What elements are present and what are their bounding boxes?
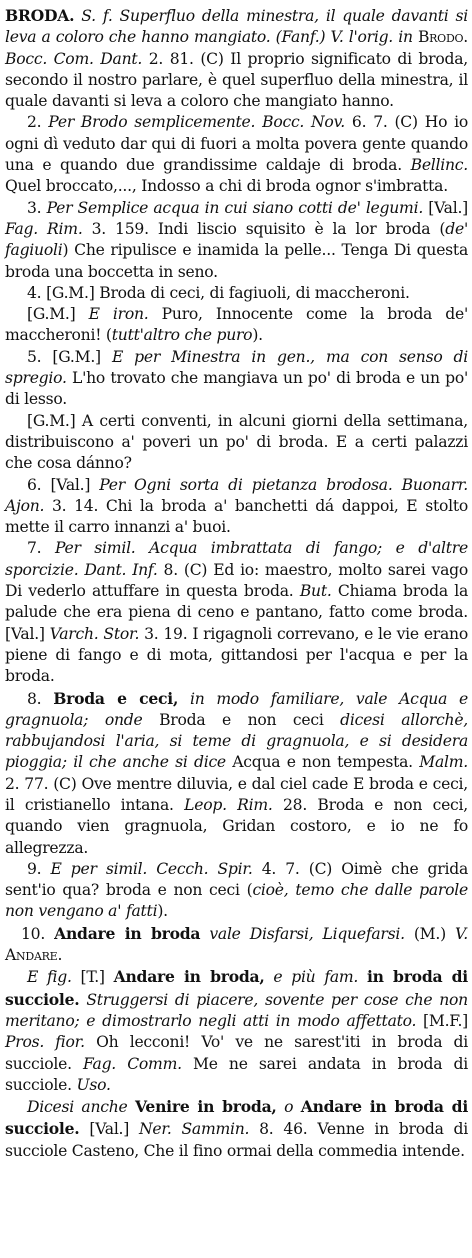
body-text: Oh lecconi! Vo' ve ne sarest'iti in broda di succiole.: [5, 1033, 468, 1073]
body-text: 5. [G.M.]: [27, 347, 112, 366]
body-text: [358, 968, 367, 986]
smallcaps-text: Andare.: [5, 946, 63, 965]
smallcaps-text: Brodo.: [417, 28, 468, 47]
italic-text: dicesi allorchè, rabbujandosi l'aria, si teme di gragnuola, e si desidera pioggia; il che anche si dice: [5, 710, 469, 772]
body-text: [128, 1098, 135, 1116]
body-text: [M.F.]: [416, 1011, 468, 1030]
italic-text: Struggersi di piacere, sovente per cose che non meritano; e dimostrarlo negli atti in modo affettato.: [5, 990, 468, 1030]
italic-text: Leop. Rim.: [184, 795, 273, 814]
italic-text: in modo familiare, vale Acqua e gragnuola; onde: [5, 689, 468, 729]
italic-text: Per Brodo semplicemente. Bocc. Nov.: [48, 113, 345, 132]
body-text: 2. 81. (C) Il proprio significato di broda, secondo il nostro parlare, è quel superfluo della minestra, il quale davanti si leva a coloro che mangiato hanno.: [5, 49, 468, 111]
italic-text: Uso.: [76, 1075, 111, 1094]
body-text: [Val.]: [423, 198, 468, 217]
body-text: ).: [252, 326, 263, 345]
entry-paragraph: [5, 538, 468, 687]
italic-text: e più fam.: [273, 968, 359, 987]
italic-text: Fag. Rim.: [5, 219, 83, 238]
dictionary-entry-broda: [5, 5, 468, 1162]
body-text: 3. 19. I rigagnoli correvano, e le vie erano piene di fango e di mota, gittandosi per l'acqua e per la broda.: [5, 624, 468, 686]
body-text: 9.: [27, 859, 51, 878]
headword-text: Andare in broda,: [113, 967, 265, 987]
body-text: Chiama broda la palude che era piena di ceno e pantano, fatto come broda. [Val.]: [5, 582, 468, 643]
body-text: 8. 46. Venne in broda di succiole Casteno, Che il fino ormai della commedia intende.: [5, 1120, 468, 1160]
entry-paragraph: [5, 112, 468, 197]
body-text: 3. 14. Chi la broda a' banchetti dá dappoi, E stolto mette il carro innanzi a' buoi.: [5, 496, 468, 537]
body-text: 6. 7. (C) Ho io ogni dì veduto dar qui di fuori a molta povera gente quando una e quando due grandissime caldaje di broda.: [5, 113, 469, 175]
body-text: ).: [157, 902, 168, 921]
body-text: 10.: [21, 924, 55, 943]
entry-paragraph: [5, 923, 468, 967]
body-text: 6. [Val.]: [27, 475, 100, 494]
italic-text: Per Ogni sorta di pietanza brodosa. Buonarr. Ajon.: [5, 475, 468, 515]
italic-text: Per Semplice acqua in cui siano cotti de' legumi.: [46, 198, 424, 217]
body-text: 8. (C) Ed io: maestro, molto sarei vago Di vederlo attuffare in questa broda.: [5, 560, 468, 601]
entry-paragraph: [5, 5, 468, 112]
italic-text: Varch. Stor.: [49, 624, 140, 643]
body-text: [G.M.] A certi conventi, in alcuni giorni della settimana, distribuiscono a' poveri un po' di broda. E a certi palazzi che cosa dánno?: [5, 411, 468, 473]
body-text: L'ho trovato che mangiava un po' di broda e un po' di lesso.: [5, 369, 468, 409]
body-text: Quel broccato,..., Indosso a chi di broda ognor s'imbratta.: [5, 177, 448, 196]
entry-paragraph: [5, 475, 468, 539]
italic-text: Pros. fior.: [5, 1033, 85, 1052]
body-text: ) Che ripulisce e inamida la pelle... Tenga Di questa broda una boccetta in seno.: [5, 241, 468, 281]
italic-text: Fag. Comm.: [83, 1054, 182, 1073]
body-text: (M.): [404, 924, 455, 943]
body-text: [178, 690, 190, 708]
entry-paragraph: [5, 859, 468, 923]
italic-text: V.: [455, 924, 468, 943]
body-text: Acqua e non tempesta.: [225, 753, 420, 772]
italic-text: But.: [299, 582, 332, 601]
body-text: 3. 159. Indi liscio squisito è la lor broda (: [82, 219, 446, 238]
body-text: Broda e non ceci: [142, 710, 341, 729]
italic-text: Bellinc.: [410, 156, 468, 175]
italic-text: Dicesi anche: [27, 1098, 128, 1117]
entry-paragraph: [5, 347, 468, 411]
italic-text: o: [284, 1098, 294, 1117]
body-text: [277, 1098, 284, 1116]
italic-text: E fig.: [27, 968, 72, 987]
headword-text: in broda di succiole.: [5, 967, 468, 1009]
headword-text: Venire in broda,: [135, 1097, 277, 1117]
entry-paragraph: [5, 688, 468, 859]
italic-text: Malm.: [419, 753, 468, 772]
italic-text: E iron.: [88, 305, 149, 324]
body-text: [200, 925, 209, 943]
body-text: [T.]: [71, 968, 114, 987]
headword-text: BRODA.: [5, 6, 75, 25]
body-text: 4. [G.M.] Broda di ceci, di fagiuoli, di maccheroni.: [27, 283, 410, 302]
entry-paragraph: [5, 966, 468, 1096]
entry-paragraph: [5, 283, 468, 304]
italic-text: S. f. Superfluo della minestra, il quale davanti si leva a coloro che hanno mangiato. (Fanf.) V. l'orig. in: [5, 7, 468, 47]
body-text: 8.: [27, 689, 54, 708]
headword-text: Andare in broda di succiole.: [5, 1097, 469, 1139]
italic-text: Ner. Sammin.: [139, 1120, 250, 1139]
headword-text: Andare in broda: [54, 923, 201, 943]
body-text: 3.: [27, 198, 47, 217]
body-text: [Val.]: [79, 1120, 139, 1139]
body-text: 2. 77. (C) Ove mentre diluvia, e dal ciel cade E broda e ceci, il cristianello intana.: [5, 774, 468, 814]
body-text: 28. Broda e non ceci, quando vien gragnuola, Gridan costoro, e io ne fo allegrezza.: [5, 795, 468, 857]
italic-text: Bocc. Com. Dant.: [5, 49, 143, 68]
italic-text: E per simil. Cecch. Spir.: [50, 859, 253, 878]
italic-text: cioè, temo che dalle parole non vengano a' fatti: [5, 881, 468, 921]
italic-text: E per Minestra in gen., ma con senso di spregio.: [5, 347, 468, 388]
entry-paragraph: [5, 411, 468, 475]
body-text: 2.: [27, 113, 49, 132]
italic-text: de' fagiuoli: [5, 219, 468, 260]
headword-text: Broda e ceci,: [53, 688, 179, 708]
entry-paragraph: [5, 198, 468, 283]
italic-text: tutt'altro che puro: [111, 326, 253, 345]
body-text: 4. 7. (C) Oimè che grida sent'io qua? broda e non ceci (: [5, 859, 469, 900]
italic-text: Per simil. Acqua imbrattata di fango; e d'altre sporcizie. Dant. Inf.: [5, 539, 468, 579]
body-text: 7.: [27, 539, 55, 558]
italic-text: vale Disfarsi, Liquefarsi.: [209, 924, 405, 943]
body-text: [G.M.]: [27, 305, 89, 324]
body-text: Me ne sarei andata in broda di succiole.: [5, 1054, 468, 1094]
body-text: Puro, Innocente come la broda de' maccheroni! (: [5, 305, 469, 345]
body-text: [293, 1098, 300, 1116]
entry-paragraph: [5, 1096, 468, 1162]
entry-paragraph: [5, 304, 468, 347]
